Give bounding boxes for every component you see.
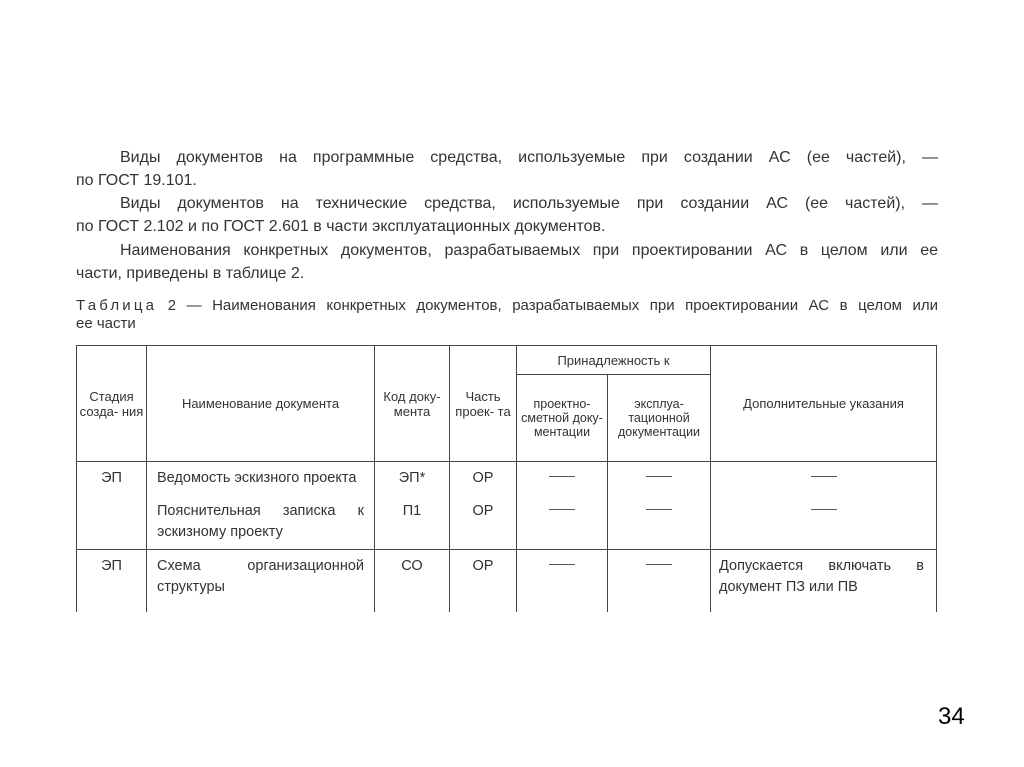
cell-project-part: ОР (450, 462, 517, 490)
cell-stage: ЭП (77, 462, 147, 550)
page-number: 34 (938, 703, 965, 730)
em-dash (811, 476, 837, 477)
cell-notes: Допускается включать в документ ПЗ или ПВ (711, 550, 937, 613)
cell-document-code: П1 (375, 489, 450, 550)
cell-operational (608, 489, 711, 550)
cell-design-estimate (517, 489, 608, 550)
paragraph-line: Виды документов на программные средства, используемые при создании АС (ее частей), — (120, 149, 938, 166)
table-caption (76, 297, 938, 333)
cell-notes (711, 462, 937, 490)
paragraph-line: части, приведены в таблице 2. (76, 265, 305, 282)
header-design-estimate: проектно- сметной доку- ментации (517, 375, 608, 462)
paragraph-hardware-docs (76, 192, 938, 238)
header-operational: эксплуа- тационной документации (608, 375, 711, 462)
cell-document-code: ЭП* (375, 462, 450, 490)
cell-document-code: СО (375, 550, 450, 613)
paragraph-line: по ГОСТ 19.101. (76, 172, 197, 189)
header-belonging: Принадлежность к (517, 346, 711, 375)
paragraph-line: Наименования конкретных документов, разрабатываемых при проектировании АС в целом или ее (120, 242, 938, 259)
paragraph-line: Виды документов на технические средства, используемые при создании АС (ее частей), — (120, 195, 938, 212)
cell-operational (608, 550, 711, 613)
cell-design-estimate (517, 550, 608, 613)
cell-document-name: Схема организационной структуры (147, 550, 375, 613)
em-dash (549, 509, 575, 510)
cell-project-part: ОР (450, 550, 517, 613)
em-dash (646, 509, 672, 510)
header-stage: Стадия созда- ния (77, 346, 147, 462)
cell-notes (711, 489, 937, 550)
em-dash (549, 476, 575, 477)
header-notes: Дополнительные указания (711, 346, 937, 462)
cell-operational (608, 462, 711, 490)
header-document-name: Наименование документа (147, 346, 375, 462)
table-row (77, 489, 937, 550)
em-dash (549, 564, 575, 565)
cell-document-name: Ведомость эскизного проекта (147, 462, 375, 490)
table-caption-label: Таблица (76, 297, 158, 314)
header-document-code: Код доку- мента (375, 346, 450, 462)
cell-design-estimate (517, 462, 608, 490)
paragraph-line: по ГОСТ 2.102 и по ГОСТ 2.601 в части эксплуатационных документов. (76, 218, 606, 235)
paragraph-software-docs (76, 146, 938, 192)
em-dash (646, 564, 672, 565)
em-dash (646, 476, 672, 477)
table-row (77, 462, 937, 490)
cell-project-part: ОР (450, 489, 517, 550)
header-project-part: Часть проек- та (450, 346, 517, 462)
table-caption-continuation: ее части (76, 315, 136, 332)
cell-stage: ЭП (77, 550, 147, 613)
documents-table (76, 345, 937, 612)
table-row (77, 550, 937, 613)
em-dash (811, 509, 837, 510)
cell-document-name: Пояснительная записка к эскизному проекту (147, 489, 375, 550)
paragraph-table-reference (76, 239, 938, 285)
table-caption-text: 2 — Наименования конкретных документов, разрабатываемых при проектировании АС в целом или (167, 297, 938, 314)
